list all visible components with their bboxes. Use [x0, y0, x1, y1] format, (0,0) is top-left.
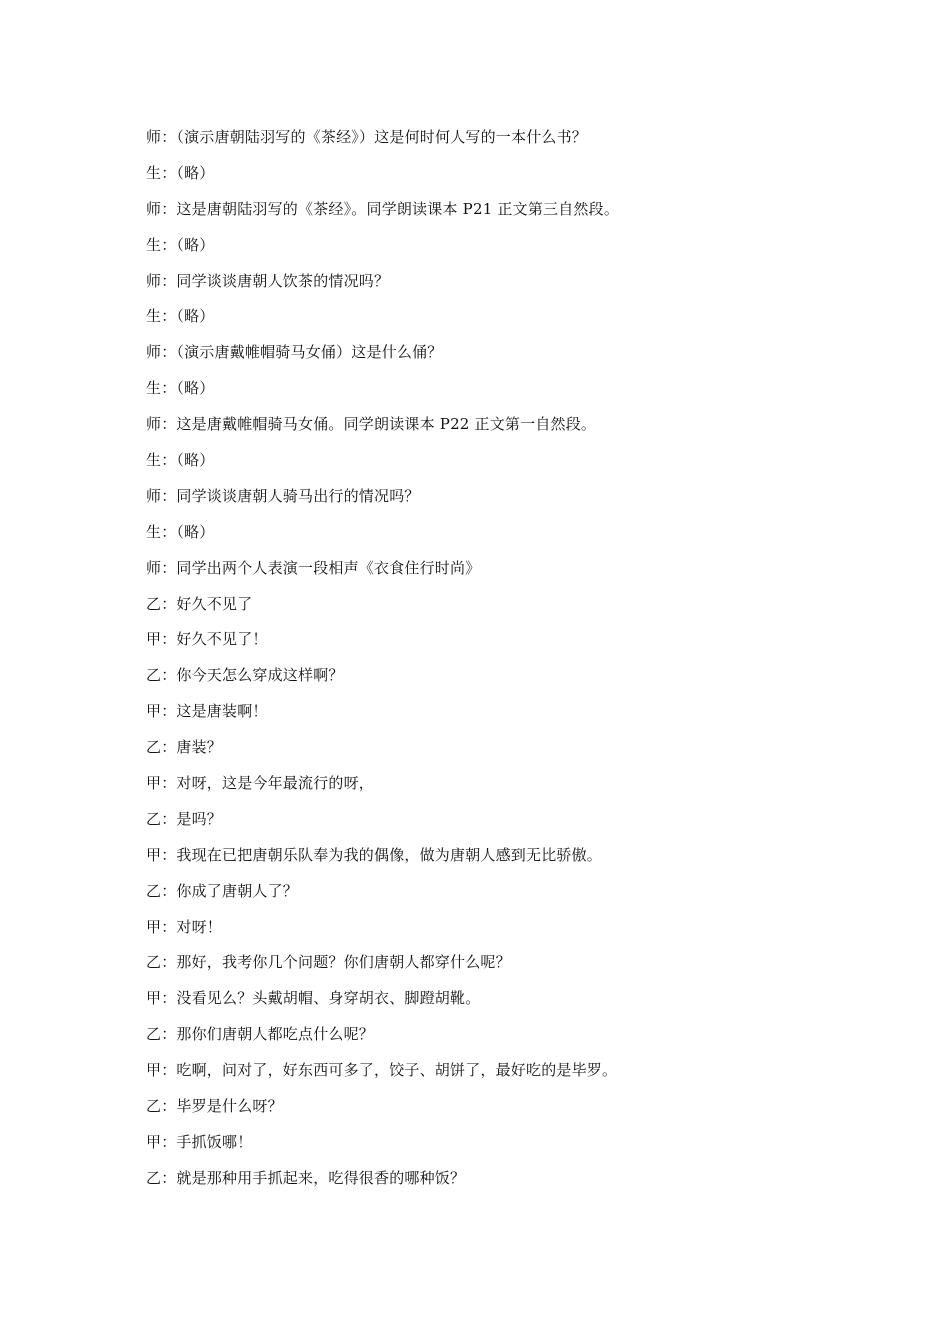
- dialogue-line: 乙：是吗？: [146, 809, 223, 828]
- dialogue-line: 生：（略）: [146, 451, 215, 470]
- dialogue-line: 甲：我现在已把唐朝乐队奉为我的偶像，做为唐朝人感到无比骄傲。: [146, 845, 603, 864]
- dialogue-line: 乙：那好，我考你几个问题？你们唐朝人都穿什么呢？: [146, 953, 511, 972]
- dialogue-line: 甲：吃啊，问对了，好东西可多了，饺子、胡饼了，最好吃的是毕罗。: [146, 1061, 618, 1080]
- dialogue-line: 乙：那你们唐朝人都吃点什么呢？: [146, 1025, 375, 1044]
- dialogue-line: 乙：好久不见了: [146, 594, 253, 613]
- dialogue-line: 甲：对呀！: [146, 917, 223, 936]
- dialogue-line: 甲：没看见么？头戴胡帽、身穿胡衣、脚蹬胡靴。: [146, 989, 481, 1008]
- dialogue-line: 师：同学出两个人表演一段相声《衣食住行时尚》: [146, 558, 481, 577]
- dialogue-line: 甲：手抓饭哪！: [146, 1132, 253, 1151]
- dialogue-line: 乙：你成了唐朝人了？: [146, 881, 299, 900]
- dialogue-line: 甲：这是唐装啊！: [146, 702, 268, 721]
- dialogue-line: 乙：毕罗是什么呀？: [146, 1097, 283, 1116]
- dialogue-body: [146, 124, 866, 1201]
- dialogue-line: 师：同学谈谈唐朝人骑马出行的情况吗？: [146, 486, 420, 505]
- dialogue-line: 甲：好久不见了！: [146, 630, 268, 649]
- dialogue-line: 师：这是唐戴帷帽骑马女俑。同学朗读课本 P22 正文第一自然段。: [146, 415, 597, 434]
- dialogue-line: 生：（略）: [146, 522, 215, 541]
- dialogue-line: 生：（略）: [146, 307, 215, 326]
- dialogue-line: 乙：你今天怎么穿成这样啊？: [146, 666, 344, 685]
- dialogue-line: 师：这是唐朝陆羽写的《茶经》。同学朗读课本 P21 正文第三自然段。: [146, 199, 620, 218]
- dialogue-line: 师：（演示唐戴帷帽骑马女俑）这是什么俑？: [146, 343, 443, 362]
- dialogue-line: 师：（演示唐朝陆羽写的《茶经》）这是何时何人写的一本什么书？: [146, 128, 588, 146]
- dialogue-line: 乙：就是那种用手抓起来，吃得很香的哪种饭？: [146, 1168, 466, 1187]
- dialogue-line: 师：同学谈谈唐朝人饮茶的情况吗？: [146, 271, 390, 290]
- dialogue-line: 乙：唐装？: [146, 738, 223, 757]
- dialogue-line: 生：（略）: [146, 235, 215, 254]
- dialogue-line: 甲：对呀，这是今年最流行的呀，: [146, 774, 375, 793]
- dialogue-line: 生：（略）: [146, 379, 215, 398]
- dialogue-line: 生：（略）: [146, 163, 215, 182]
